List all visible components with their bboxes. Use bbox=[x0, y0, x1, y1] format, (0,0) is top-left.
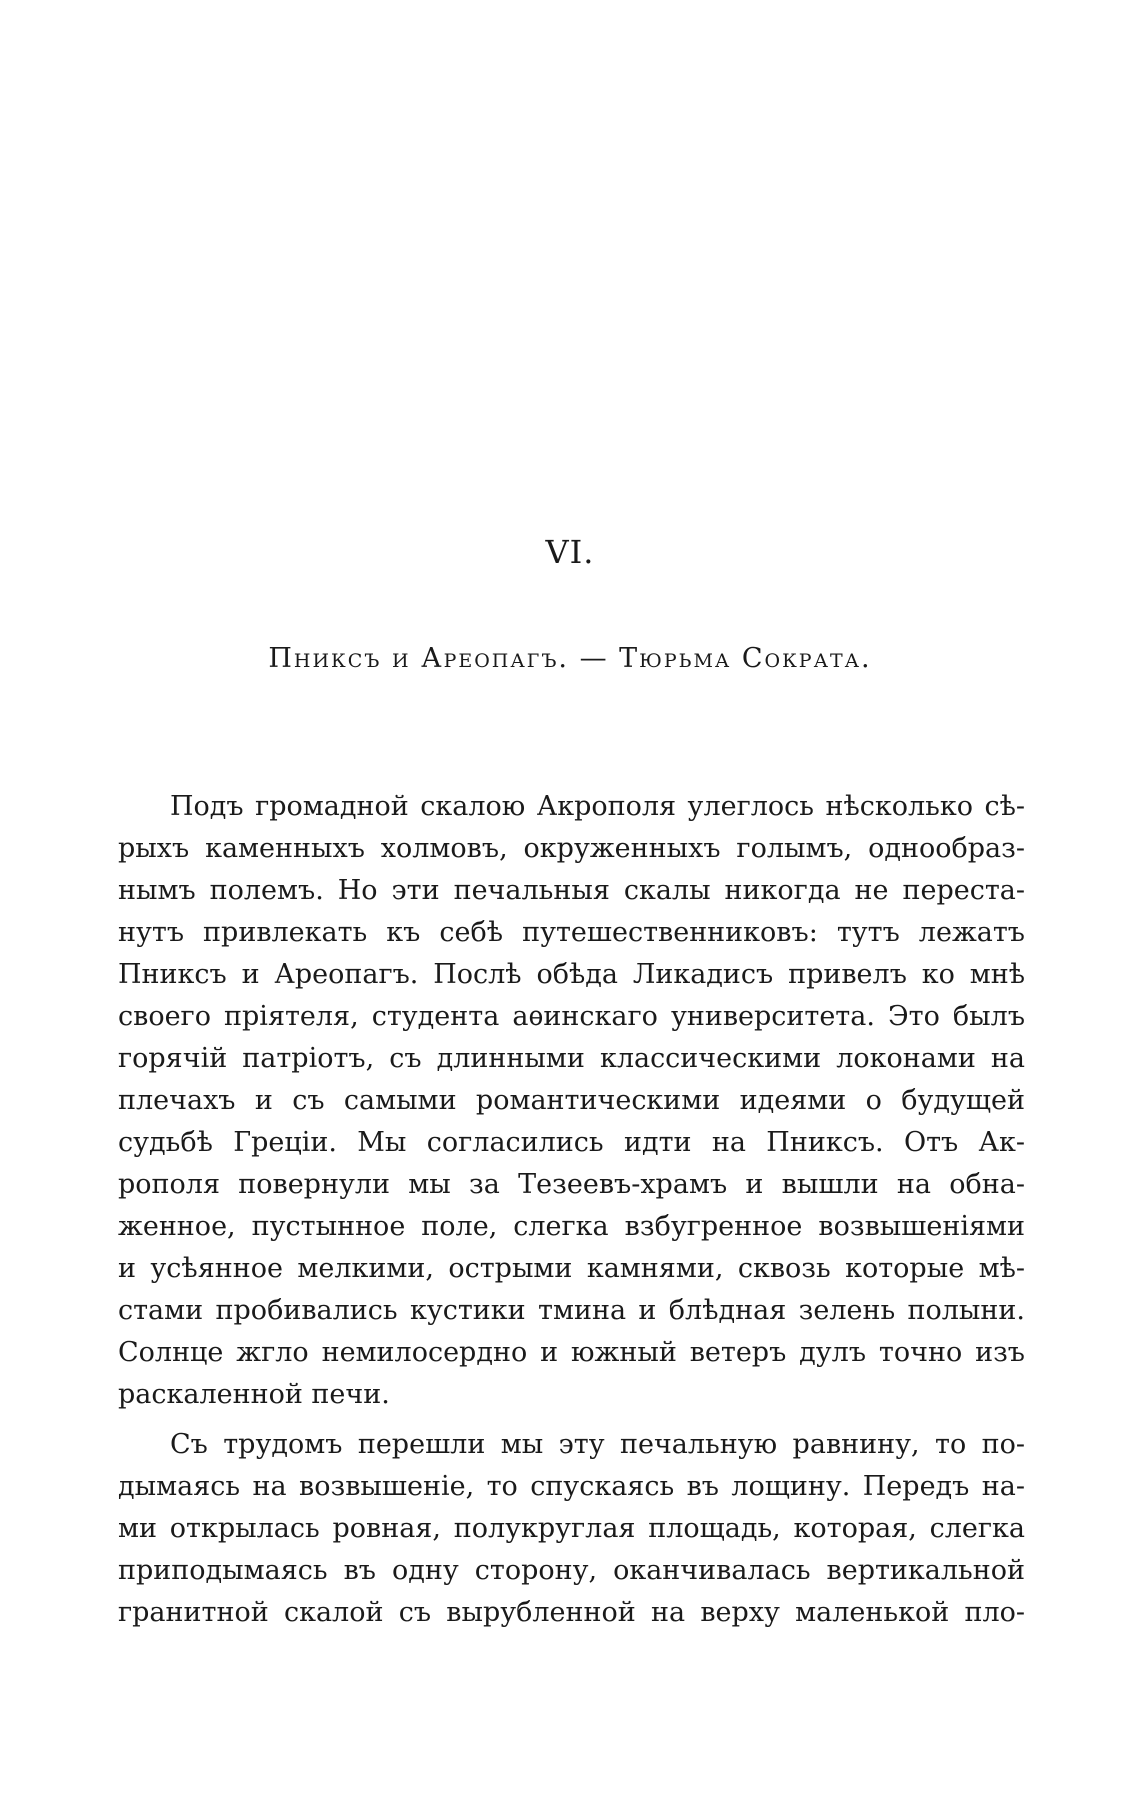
text-line: судьбѣ Греціи. Мы согласились идти на Пниксъ. Отъ Ак- bbox=[118, 1127, 1025, 1158]
paragraph-2 bbox=[118, 1424, 1025, 1634]
paragraph-1 bbox=[118, 786, 1025, 1416]
text-line: раскаленной печи. bbox=[118, 1379, 390, 1410]
chapter-number: VI. bbox=[545, 533, 595, 571]
text-line: Съ трудомъ перешли мы эту печальную равнину, то по- bbox=[170, 1429, 1025, 1460]
text-line: дымаясь на возвышеніе, то спускаясь въ лощину. Передъ на- bbox=[118, 1471, 1025, 1502]
text-line: ми открылась ровная, полукруглая площадь, которая, слегка bbox=[118, 1513, 1025, 1544]
text-line: рыхъ каменныхъ холмовъ, окруженныхъ голымъ, однообраз- bbox=[118, 833, 1025, 864]
text-line: нымъ полемъ. Но эти печальныя скалы никогда не переста- bbox=[118, 875, 1025, 906]
text-line: и усѣянное мелкими, острыми камнями, сквозь которые мѣ- bbox=[118, 1253, 1025, 1284]
text-line: рополя повернули мы за Тезеевъ-храмъ и вышли на обна- bbox=[118, 1169, 1025, 1200]
text-line: своего пріятеля, студента аѳинскаго университета. Это былъ bbox=[118, 1001, 1025, 1032]
paragraph-gap bbox=[118, 1416, 1025, 1424]
text-line: стами пробивались кустики тмина и блѣдная зелень полыни. bbox=[118, 1295, 1025, 1326]
text-line: Пниксъ и Ареопагъ. Послѣ обѣда Ликадисъ привелъ ко мнѣ bbox=[118, 959, 1025, 990]
text-line: нутъ привлекать къ себѣ путешественниковъ: тутъ лежатъ bbox=[118, 917, 1025, 948]
text-line: Солнце жгло немилосердно и южный ветеръ дулъ точно изъ bbox=[118, 1337, 1025, 1368]
text-line: Подъ громадной скалою Акрополя улеглось нѣсколько сѣ- bbox=[170, 791, 1025, 822]
text-line: приподымаясь въ одну сторону, оканчивалась вертикальной bbox=[118, 1555, 1025, 1586]
text-line: горячій патріотъ, съ длинными классическими локонами на bbox=[118, 1043, 1025, 1074]
chapter-title: Пниксъ и Ареопагъ. — Тюрьма Сократа. bbox=[268, 643, 872, 674]
body-text bbox=[118, 786, 1025, 1634]
text-line: женное, пустынное поле, слегка взбугренное возвышеніями bbox=[118, 1211, 1025, 1242]
text-line: гранитной скалой съ вырубленной на верху маленькой пло- bbox=[118, 1597, 1025, 1628]
text-line: плечахъ и съ самыми романтическими идеями о будущей bbox=[118, 1085, 1025, 1116]
